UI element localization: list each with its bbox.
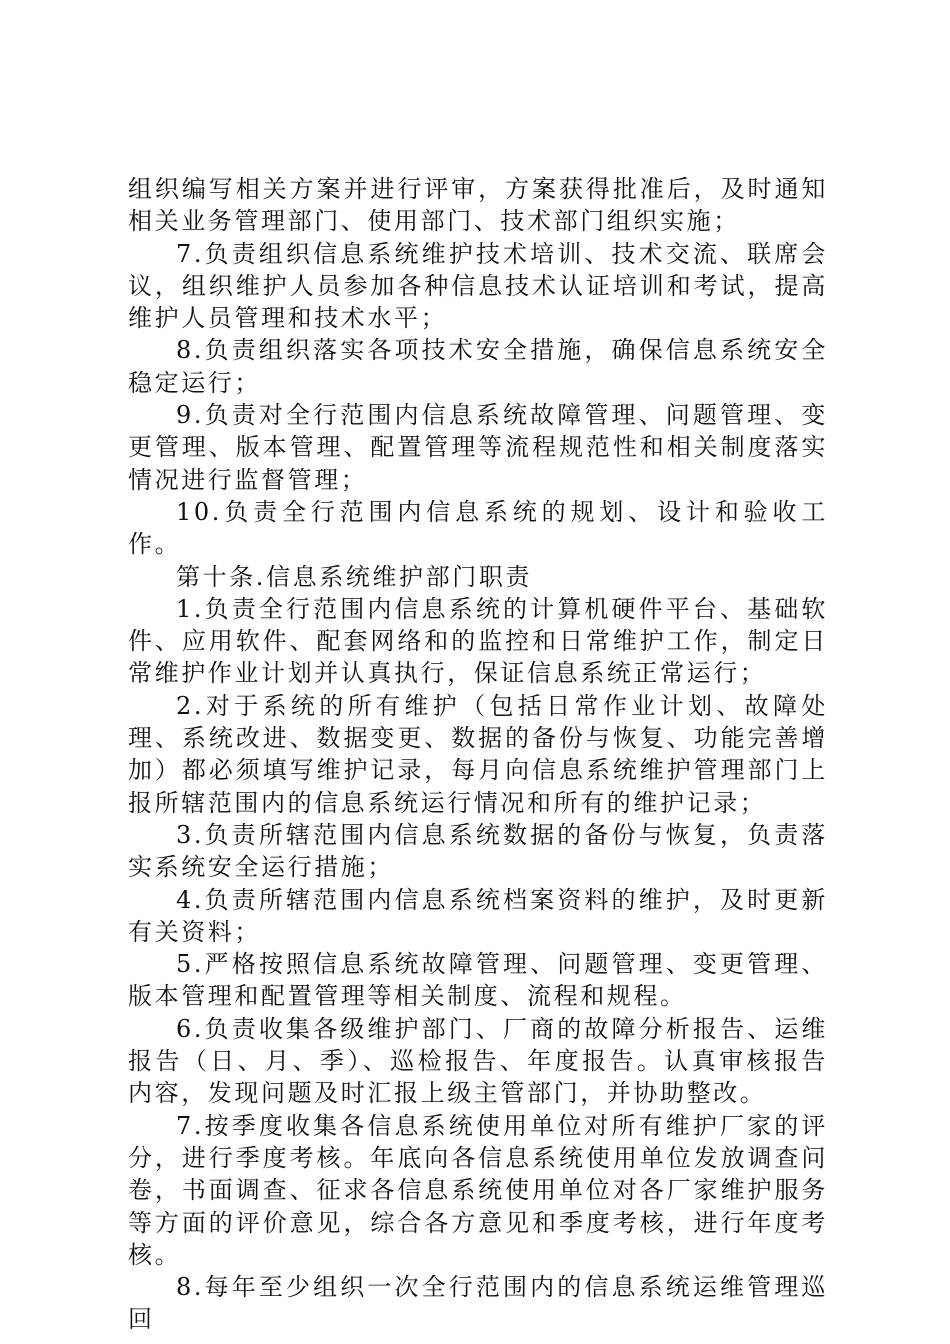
paragraph-item-3-backup: 3.负责所辖范围内信息系统数据的备份与恢复，负责落实系统安全运行措施； xyxy=(128,820,828,882)
section-heading-article-10: 第十条.信息系统维护部门职责 xyxy=(176,562,533,591)
document-body xyxy=(128,173,828,1336)
paragraph-item-4-archives: 4.负责所辖范围内信息系统档案资料的维护，及时更新有关资料； xyxy=(128,885,828,946)
paragraph-item-8-security: 8.负责组织落实各项技术安全措施，确保信息系统安全稳定运行； xyxy=(128,336,828,397)
paragraph-item-10-planning: 10.负责全行范围内信息系统的规划、设计和验收工作。 xyxy=(128,497,828,559)
paragraph-item-9-supervision: 9.负责对全行范围内信息系统故障管理、问题管理、变更管理、版本管理、配置管理等流程规范性和相关制度落实情况进行监督管理； xyxy=(128,401,828,494)
paragraph-item-6-reports: 6.负责收集各级维护部门、厂商的故障分析报告、运维报告（日、月、季）、巡检报告、年度报告。认真审核报告内容，发现问题及时汇报上级主管部门，并协助整改。 xyxy=(128,1014,828,1108)
paragraph-item-7-assessment: 7.按季度收集各信息系统使用单位对所有维护厂家的评分，进行季度考核。年底向各信息系统使用单位发放调查问卷，书面调查、征求各信息系统使用单位对各厂家维护服务等方面的评价意见，综合各方意见和季度考核，进行年度考核。 xyxy=(128,1111,828,1269)
paragraph-continuation: 组织编写相关方案并进行评审，方案获得批准后，及时通知相关业务管理部门、使用部门、技术部门组织实施； xyxy=(128,175,828,236)
paragraph-item-1-maintenance: 1.负责全行范围内信息系统的计算机硬件平台、基础软件、应用软件、配套网络和的监控和日常维护工作，制定日常维护作业计划并认真执行，保证信息系统正常运行； xyxy=(128,594,828,688)
paragraph-item-2-records: 2.对于系统的所有维护（包括日常作业计划、故障处理、系统改进、数据变更、数据的备份与恢复、功能完善增加）都必须填写维护记录，每月向信息系统维护管理部门上报所辖范围内的信息系统运行情况和所有的维护记录； xyxy=(128,691,828,817)
paragraph-item-5-compliance: 5.严格按照信息系统故障管理、问题管理、变更管理、版本管理和配置管理等相关制度、流程和规程。 xyxy=(128,950,828,1011)
paragraph-item-7-training: 7.负责组织信息系统维护技术培训、技术交流、联席会议，组织维护人员参加各种信息技术认证培训和考试，提高维护人员管理和技术水平； xyxy=(128,239,828,333)
paragraph-item-8-inspection: 8.每年至少组织一次全行范围内的信息系统运维管理巡回 xyxy=(128,1273,828,1334)
